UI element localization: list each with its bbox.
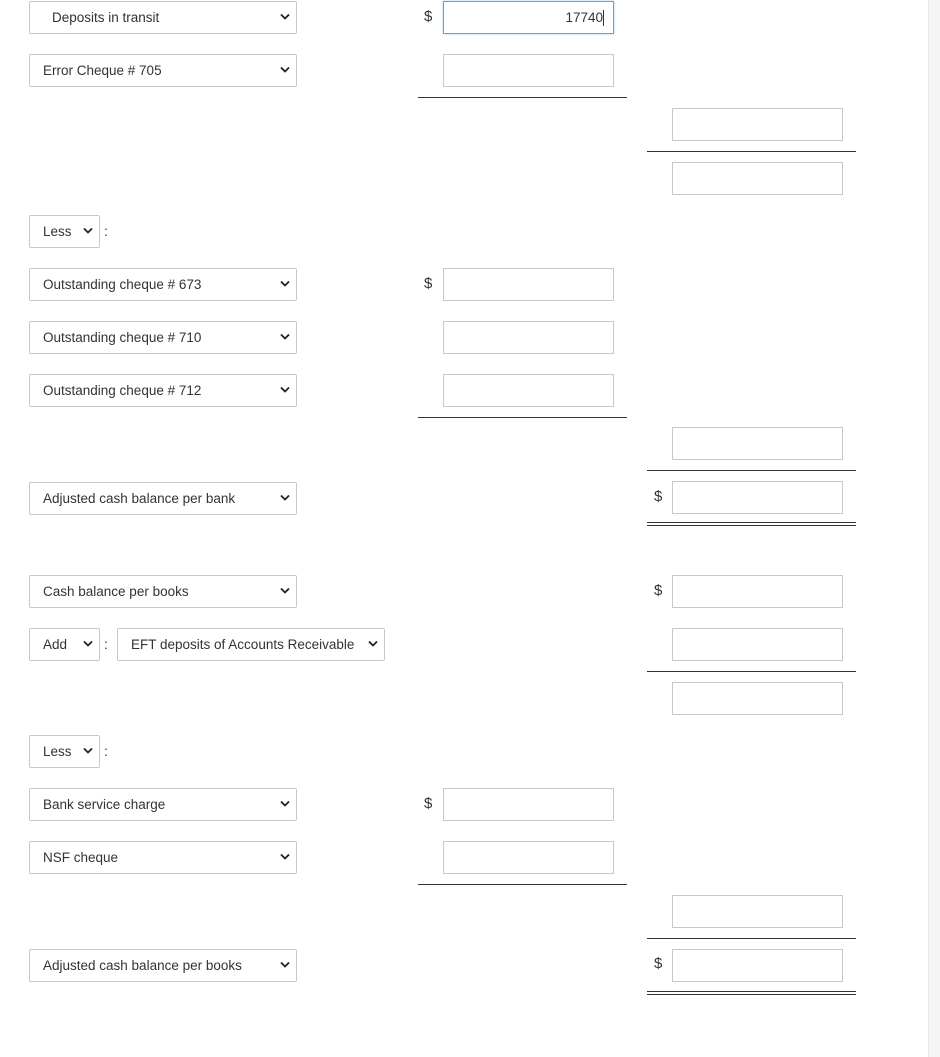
error-cheque-dropdown[interactable] bbox=[29, 54, 297, 87]
chevron-down-icon bbox=[280, 800, 290, 808]
dollar-sign: $ bbox=[424, 8, 433, 25]
outstanding-cheque-710-amount-input[interactable] bbox=[443, 321, 614, 354]
books-subtotal-input[interactable] bbox=[672, 682, 843, 715]
dropdown-label: Outstanding cheque # 712 bbox=[43, 383, 202, 398]
chevron-down-icon bbox=[280, 13, 290, 21]
dropdown-label: Cash balance per books bbox=[43, 584, 189, 599]
outstanding-cheque-673-amount-input[interactable] bbox=[443, 268, 614, 301]
dollar-sign: $ bbox=[424, 795, 433, 812]
dollar-sign: $ bbox=[654, 582, 663, 599]
text-cursor bbox=[603, 10, 604, 26]
nsf-cheque-amount-input[interactable] bbox=[443, 841, 614, 874]
dollar-sign: $ bbox=[424, 275, 433, 292]
dropdown-label: Outstanding cheque # 710 bbox=[43, 330, 202, 345]
bank-subtotal-input[interactable] bbox=[672, 162, 843, 195]
subtotal-rule bbox=[647, 938, 856, 939]
colon: : bbox=[104, 223, 108, 239]
scrollbar-track[interactable] bbox=[928, 0, 940, 1057]
adjusted-balance-books-dropdown[interactable] bbox=[29, 949, 297, 982]
dropdown-label: Outstanding cheque # 673 bbox=[43, 277, 202, 292]
eft-deposits-amount-input[interactable] bbox=[672, 628, 843, 661]
outstanding-cheque-710-dropdown[interactable] bbox=[29, 321, 297, 354]
subtotal-rule bbox=[418, 97, 627, 98]
chevron-down-icon bbox=[280, 587, 290, 595]
less-dropdown[interactable] bbox=[29, 215, 100, 248]
chevron-down-icon bbox=[83, 747, 93, 755]
deposits-in-transit-amount-input[interactable] bbox=[443, 1, 614, 34]
cash-balance-books-dropdown[interactable] bbox=[29, 575, 297, 608]
add-dropdown[interactable] bbox=[29, 628, 100, 661]
less-dropdown[interactable] bbox=[29, 735, 100, 768]
chevron-down-icon bbox=[280, 333, 290, 341]
dropdown-label: EFT deposits of Accounts Receivable bbox=[131, 637, 355, 652]
dropdown-label: Deposits in transit bbox=[52, 10, 160, 25]
outstanding-cheque-673-dropdown[interactable] bbox=[29, 268, 297, 301]
dropdown-label: Error Cheque # 705 bbox=[43, 63, 162, 78]
chevron-down-icon bbox=[368, 640, 378, 648]
deductions-subtotal-input[interactable] bbox=[672, 427, 843, 460]
dollar-sign: $ bbox=[654, 955, 663, 972]
colon: : bbox=[104, 636, 108, 652]
deposits-in-transit-dropdown[interactable] bbox=[29, 1, 297, 34]
dropdown-label: Less bbox=[43, 224, 72, 239]
subtotal-rule bbox=[647, 671, 856, 672]
subtotal-rule bbox=[647, 470, 856, 471]
dropdown-label: Add bbox=[43, 637, 68, 652]
colon: : bbox=[104, 743, 108, 759]
outstanding-cheque-712-amount-input[interactable] bbox=[443, 374, 614, 407]
chevron-down-icon bbox=[280, 853, 290, 861]
chevron-down-icon bbox=[280, 494, 290, 502]
cash-balance-books-input[interactable] bbox=[672, 575, 843, 608]
bank-service-charge-amount-input[interactable] bbox=[443, 788, 614, 821]
dropdown-label: Less bbox=[43, 744, 72, 759]
dropdown-label: NSF cheque bbox=[43, 850, 119, 865]
dropdown-label: Adjusted cash balance per bank bbox=[43, 491, 236, 506]
nsf-cheque-dropdown[interactable] bbox=[29, 841, 297, 874]
dropdown-label: Bank service charge bbox=[43, 797, 166, 812]
total-double-rule bbox=[647, 991, 856, 995]
outstanding-cheque-712-dropdown[interactable] bbox=[29, 374, 297, 407]
chevron-down-icon bbox=[83, 227, 93, 235]
chevron-down-icon bbox=[280, 66, 290, 74]
total-double-rule bbox=[647, 522, 856, 526]
adjusted-balance-bank-input[interactable] bbox=[672, 481, 843, 514]
subtotal-rule bbox=[647, 151, 856, 152]
books-deductions-subtotal-input[interactable] bbox=[672, 895, 843, 928]
chevron-down-icon bbox=[280, 961, 290, 969]
chevron-down-icon bbox=[280, 280, 290, 288]
bank-service-charge-dropdown[interactable] bbox=[29, 788, 297, 821]
dollar-sign: $ bbox=[654, 488, 663, 505]
eft-deposits-dropdown[interactable] bbox=[117, 628, 385, 661]
subtotal-rule bbox=[418, 417, 627, 418]
adjusted-balance-books-input[interactable] bbox=[672, 949, 843, 982]
subtotal-rule bbox=[418, 884, 627, 885]
dropdown-label: Adjusted cash balance per books bbox=[43, 958, 242, 973]
error-cheque-amount-input[interactable] bbox=[443, 54, 614, 87]
additions-subtotal-input[interactable] bbox=[672, 108, 843, 141]
chevron-down-icon bbox=[83, 640, 93, 648]
chevron-down-icon bbox=[280, 386, 290, 394]
adjusted-balance-bank-dropdown[interactable] bbox=[29, 482, 297, 515]
